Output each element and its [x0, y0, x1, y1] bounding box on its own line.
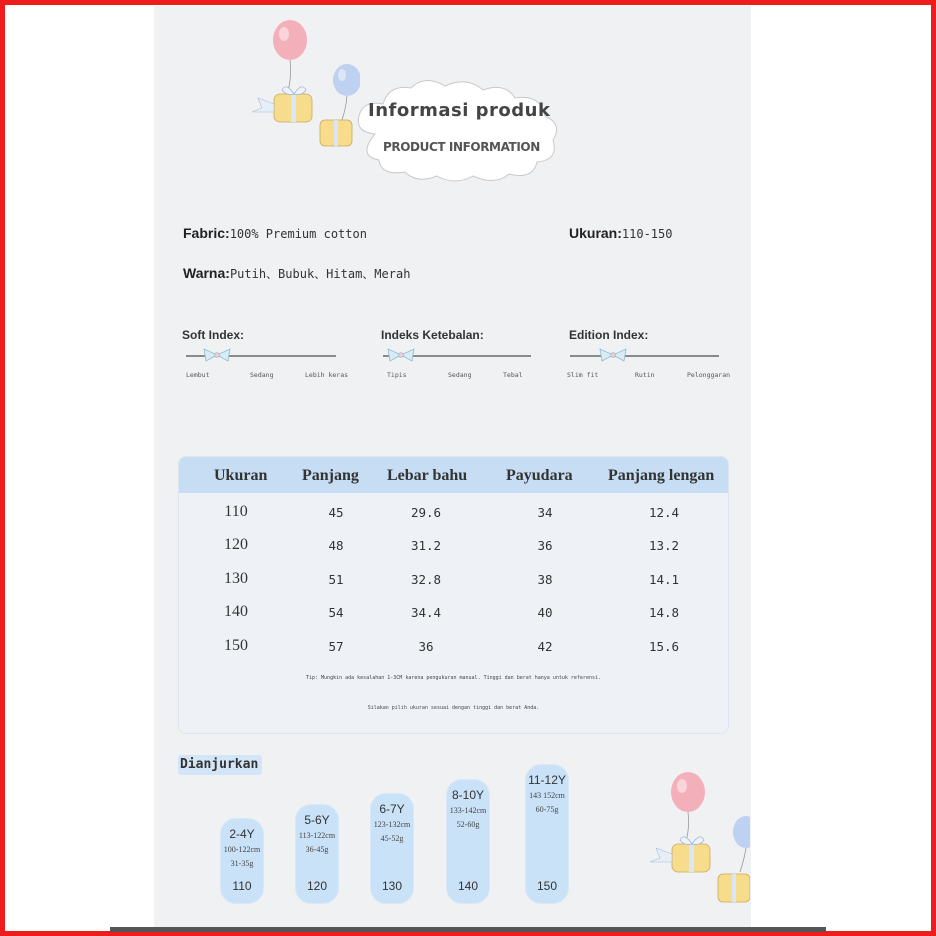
recommended-height: 100-122cm — [223, 845, 261, 854]
recommended-size: 130 — [381, 879, 403, 893]
edition-index-label-mid: Rutin — [635, 371, 655, 379]
table-cell-chest: 42 — [537, 639, 553, 654]
size-label: Ukuran: — [569, 225, 622, 241]
recommended-size: 150 — [536, 879, 558, 893]
recommended-size: 140 — [457, 879, 479, 893]
recommended-weight: 31-35g — [230, 859, 254, 868]
recommended-age: 5-6Y — [304, 813, 330, 827]
table-cell-shoulder: 31.2 — [410, 538, 442, 553]
recommended-item — [295, 804, 339, 904]
table-cell-shoulder: 32.8 — [410, 572, 442, 587]
soft-index-label-low: Lembut — [186, 371, 210, 379]
table-cell-shoulder: 34.4 — [410, 605, 442, 620]
thickness-index-label-mid: Sedang — [448, 371, 472, 379]
table-cell-sleeve: 14.8 — [648, 605, 680, 620]
column-header-sleeve: Panjang lengan — [608, 467, 715, 484]
table-cell-chest: 38 — [537, 572, 553, 587]
recommended-height: 133-142cm — [449, 806, 487, 815]
recommended-height: 113-122cm — [298, 831, 336, 840]
table-cell-size: 130 — [224, 570, 248, 587]
recommended-age: 8-10Y — [451, 788, 485, 802]
edition-index-label-low: Slim fit — [567, 371, 599, 379]
table-cell-chest: 34 — [537, 505, 553, 520]
column-header-chest: Payudara — [506, 467, 573, 484]
recommended-weight: 52-60g — [456, 820, 480, 829]
table-cell-length: 48 — [328, 538, 344, 553]
thickness-index-label-low: Tipis — [387, 371, 407, 379]
edition-index-title: Edition Index: — [569, 328, 649, 342]
recommended-item — [525, 764, 569, 904]
soft-index-label-mid: Sedang — [250, 371, 274, 379]
recommended-height: 143 152cm — [529, 791, 565, 800]
table-cell-sleeve: 13.2 — [648, 538, 680, 553]
table-cell-size: 150 — [224, 637, 248, 654]
page-title: Informasi produk — [368, 100, 551, 121]
recommended-title: Dianjurkan — [178, 755, 262, 775]
table-cell-shoulder: 36 — [418, 639, 434, 654]
fabric-info — [183, 225, 367, 242]
table-cell-chest: 36 — [537, 538, 553, 553]
table-cell-length: 45 — [328, 505, 344, 520]
recommended-height: 123-132cm — [373, 820, 411, 829]
recommended-size: 110 — [232, 879, 252, 893]
recommended-weight: 45-52g — [380, 834, 404, 843]
table-cell-length: 51 — [328, 572, 344, 587]
table-cell-shoulder: 29.6 — [410, 505, 442, 520]
table-cell-size: 110 — [224, 503, 248, 520]
table-cell-size: 140 — [224, 603, 248, 620]
table-cell-length: 57 — [328, 639, 344, 654]
recommended-size: 120 — [306, 879, 328, 893]
size-value: 110-150 — [621, 227, 673, 241]
size-info — [569, 225, 672, 242]
balloon-gift-icon — [650, 768, 750, 908]
recommended-age: 11-12Y — [528, 773, 566, 787]
bow-icon — [386, 348, 416, 362]
color-value: Putih、Bubuk、Hitam、Merah — [229, 267, 411, 281]
column-header-size: Ukuran — [214, 467, 268, 484]
edition-index-label-high: Pelonggaran — [687, 371, 731, 379]
thickness-index-label-high: Tebal — [503, 371, 523, 379]
table-note-advice: Silakan pilih ukuran sesuai dengan tinggi dan berat Anda. — [367, 705, 540, 711]
soft-index-title: Soft Index: — [182, 328, 244, 342]
balloon-gift-icon — [250, 12, 360, 152]
color-label: Warna: — [183, 265, 230, 281]
table-cell-length: 54 — [328, 605, 344, 620]
recommended-age: 6-7Y — [379, 802, 405, 816]
table-cell-sleeve: 14.1 — [648, 572, 680, 587]
bottom-strip — [110, 927, 826, 932]
column-header-shoulder: Lebar bahu — [387, 467, 468, 484]
size-table — [178, 456, 729, 734]
edition-index-scale — [570, 355, 719, 357]
cloud-icon — [345, 74, 565, 186]
recommended-item — [446, 779, 490, 904]
table-cell-chest: 40 — [537, 605, 553, 620]
recommended-weight: 60-75g — [535, 805, 559, 814]
color-info — [183, 265, 410, 282]
bow-icon — [202, 348, 232, 362]
table-note-tip: Tip: Mungkin ada kesalahan 1-3CM karena pengukuran manual. Tinggi dan berat hanya untuk referensi. — [305, 675, 601, 681]
table-cell-size: 120 — [224, 536, 248, 553]
fabric-value: 100% Premium cotton — [229, 227, 367, 241]
soft-index-label-high: Lebih keras — [305, 371, 349, 379]
thickness-index-title: Indeks Ketebalan: — [381, 328, 484, 342]
fabric-label: Fabric: — [183, 225, 230, 241]
recommended-age: 2-4Y — [229, 827, 255, 841]
page-subtitle: PRODUCT INFORMATION — [383, 140, 540, 154]
recommended-item — [220, 818, 264, 904]
recommended-weight: 36-45g — [305, 845, 329, 854]
table-cell-sleeve: 12.4 — [648, 505, 680, 520]
column-header-length: Panjang — [302, 467, 359, 484]
recommended-item — [370, 793, 414, 904]
bow-icon — [598, 348, 628, 362]
table-cell-sleeve: 15.6 — [648, 639, 680, 654]
